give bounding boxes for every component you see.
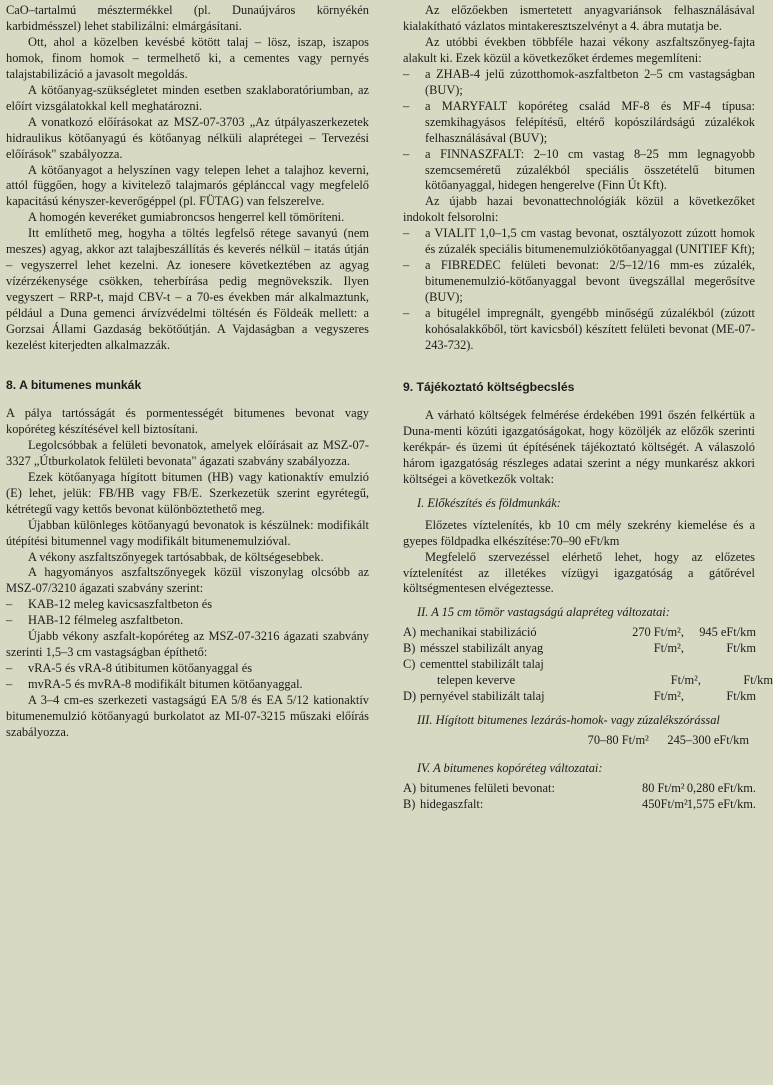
- section-heading-9: 9. Tájékoztató költségbecslés: [403, 379, 575, 394]
- paragraph: Legolcsóbbak a felületi bevonatok, amelyek előírásait az MSZ-07-3327 „Útburkolatok felületi bevonata" ágazati szabvány szabályozza.: [6, 437, 369, 468]
- subsection-title: IV. A bitumenes kopóréteg változatai:: [417, 761, 603, 776]
- cost-value: 70–80 Ft/m² 245–300 eFt/km: [587, 733, 749, 748]
- subsection-title: III. Hígított bitumenes lezárás-homok- vagy zúzalékszórással: [417, 713, 720, 728]
- paragraph: Újabb vékony aszfalt-kopóréteg az MSZ-07-3216 ágazati szabvány szerinti 1,5–3 cm vastagságban építhető:: [6, 629, 369, 660]
- list-item: – vRA-5 és vRA-8 útibitumen kötőanyaggal és: [6, 661, 253, 676]
- paragraph: A vékony aszfaltszőnyegek tartósabbak, de költségesebbek.: [28, 549, 324, 564]
- paragraph: Megfelelő szervezéssel elérhető lehet, hogy az előzetes víztelenítést az illetékes vízügyi igazgatóság a gátőrével költségmentesen elvégeztesse.: [403, 549, 755, 596]
- list-item: – a MARYFALT kopóréteg család MF-8 és MF-4 típusa: szemkihagyásos felépítésű, eltérő kopószilárdságú zúzalékok felhasználásával (BUV);: [403, 98, 755, 145]
- list-item: – a FINNASZFALT: 2–10 cm vastag 8–25 mm legnagyobb szemcseméretű zúzalékból speciális összetételű bitumen kötőanyaggal, hidegen hengerelve (Finn Út Kft).: [403, 146, 755, 193]
- subsection-title: I. Előkészítés és földmunkák:: [417, 495, 561, 510]
- paragraph: Ezek kötőanyaga hígított bitumen (HB) vagy kationaktív emulzió (E) lehet, jelük: FB/HB vagy FB/E. Szerkezetük szerint egyrétegű, kétrétegű vagy kettős bevonat különböztethető meg.: [6, 469, 369, 516]
- list-item: – mvRA-5 és mvRA-8 modifikált bitumen kötőanyaggal.: [6, 677, 303, 692]
- paragraph: Előzetes víztelenítés, kb 10 cm mély szekrény kiemelése és a gyepes földpadka elkészítése:70–90 eFt/km: [403, 517, 755, 548]
- list-item: – a FIBREDEC felületi bevonat: 2/5–12/16 mm-es zúzalék, bitumenemulzió-kötőanyaggal bevont üvegszállal megerősítve (BUV);: [403, 258, 755, 305]
- cost-row: A) bitumenes felületi bevonat: 80 Ft/m² 0,280 eFt/km.: [403, 780, 756, 795]
- paragraph: CaO–tartalmú mésztermékkel (pl. Dunaújváros környékén karbidmésszel) lehet stabilizálni: elmárgásítani.: [6, 3, 369, 33]
- paragraph: A várható költségek felmérése érdekében 1991 őszén felkértük a Duna-menti közúti igazgatóságokat, hogy közöljék az előzők szerinti kerékpár- és üzemi út építésének tájékoztató költségét. A válaszoló három igazgatóság részleges adatai szerint a négy munkarész akkori költségei a következők voltak:: [403, 407, 755, 486]
- list-item: – a ZHAB-4 jelű zúzotthomok-aszfaltbeton 2–5 cm vastagságban (BUV);: [403, 66, 755, 97]
- subsection-title: II. A 15 cm tömör vastagságú alapréteg változatai:: [417, 605, 670, 620]
- cost-row: telepen keverve Ft/m², Ft/km: [437, 673, 773, 688]
- left-column: [6, 3, 369, 741]
- cost-row: B) mésszel stabilizált anyag Ft/m², Ft/km: [403, 641, 756, 656]
- paragraph: Ott, ahol a közelben kevésbé kötött talaj – lösz, iszap, iszapos homok, finom homok – termelhető ki, a cementes vagy pernyés talajstabilizáció a javasolt megoldás.: [6, 34, 369, 81]
- paragraph: Az újabb hazai bevonattechnológiák közül a következőket indokolt felsorolni:: [403, 194, 755, 225]
- cost-row: B) hidegaszfalt: 450Ft/m² 1,575 eFt/km.: [403, 796, 756, 811]
- list-item: – KAB-12 meleg kavicsaszfaltbeton és: [6, 597, 213, 612]
- paragraph: Újabban különleges kötőanyagú bevonatok is készülnek: modifikált útépítési bitumennel vagy modifikált bitumenemulzióval.: [6, 517, 369, 548]
- paragraph: A vonatkozó előírásokat az MSZ-07-3703 „Az útpályaszerkezetek hidraulikus kötőanyagú és kötőanyag nélküli alaprétegei – Tervezési előírások" szabályozza.: [6, 114, 369, 161]
- list-item: – a bitugélel impregnált, gyengébb minőségű zúzalékból (zúzott kohósalakkőből, tört kavicsból) készített felületi bevonat (ME-07-243-732).: [403, 306, 755, 353]
- paragraph: Itt említhető meg, hogyha a töltés legfelső rétege savanyú (nem meszes) agyag, akkor azt talajbeszállítás és keverés nélkül – itatás útján – vegyszerrel lehet kezelni. Az ionesere következtében az agyag vízérzékenysége csökken, teherbírása pedig megnövekszik. Ilyen vegyszert – RRP-t, majd CBV-t – a 70-es években már alkalmaztunk, például a Duna gemenci árvízvédelmi töltésén és Földeák mellett: a Gorzsai Állami Gazdaság bekötőútján. A Vajdaságban a vegyszeres kezelést kiterjedten alkalmazzák.: [6, 226, 369, 353]
- section-heading-8: 8. A bitumenes munkák: [6, 377, 142, 392]
- cost-row: A) mechanikai stabilizáció 270 Ft/m², 945 eFt/km: [403, 625, 756, 640]
- list-item: – a VIALIT 1,0–1,5 cm vastag bevonat, osztályozott zúzott homok és zúzalék speciális bitumenemulziókötőanyaggal (UNITIEF Kft);: [403, 226, 755, 257]
- cost-row: C) cementtel stabilizált talaj: [403, 657, 544, 672]
- paragraph: A 3–4 cm-es szerkezeti vastagságú EA 5/8 és EA 5/12 kationaktív bitumenemulzió kötőanyagú burkolatot az MI-07-3215 műszaki előírás szabályozza.: [6, 693, 369, 739]
- paragraph: Az utóbbi években többféle hazai vékony aszfaltszőnyeg-fajta alakult ki. Ezek közül a következőket érdemes megemlíteni:: [403, 34, 755, 65]
- paragraph: A hagyományos aszfaltszőnyegek közül viszonylag olcsóbb az MSZ-07/3210 ágazati szabvány szerint:: [6, 565, 369, 596]
- paragraph: A homogén keveréket gumiabroncsos hengerrel kell tömöríteni.: [28, 210, 345, 225]
- paragraph: A kötőanyagot a helyszínen vagy telepen lehet a talajhoz keverni, attól függően, hogy a kivitelező talajmarós géplánccal vagy megfelelő kapacitású kényszer-keverőgéppel (pl. FÜTAG) van felszerelve.: [6, 162, 369, 209]
- cost-row: D) pernyével stabilizált talaj Ft/m², Ft/km: [403, 689, 756, 704]
- paragraph: A kötőanyag-szükségletet minden esetben szaklaboratóriumban, az előírt vizsgálatokkal kell meghatározni.: [6, 82, 369, 113]
- right-column: [403, 3, 773, 813]
- paragraph: A pálya tartósságát és pormentességét bitumenes bevonat vagy kopóréteg készítésével kell biztosítani.: [6, 405, 369, 436]
- list-item: – HAB-12 félmeleg aszfaltbeton.: [6, 613, 184, 628]
- paragraph: Az előzőekben ismertetett anyagvariánsok felhasználásával kialakítható vázlatos mintakeresztszelvényt a 4. ábra mutatja be.: [403, 3, 755, 33]
